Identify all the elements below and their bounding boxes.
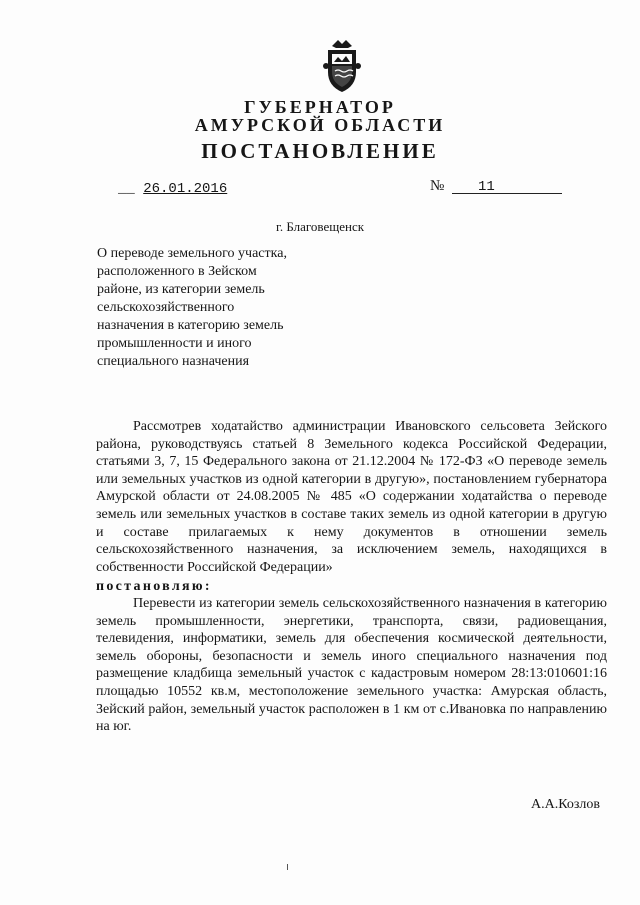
city-line: г. Благовещенск [275, 219, 365, 234]
coat-of-arms-icon [318, 38, 366, 94]
document-title [97, 245, 337, 371]
decision-paragraph: Перевести из категории земель сельскохозяйственного назначения в категорию земель промышленности, энергетики, транспорта, связи, радиовещания, телевидения, информатики, земель для обеспечения космической деятельности, земель обороны, безопасности и земель иного специального назначения под размещение кладбища земельный участок с кадастровым номером 28:13:010601:16 площадью 10552 кв.м, местоположение земельного участка: Амурская область, Зейский район, земельный участок расположен в 1 км от с.Ивановка по направлению на юг. [96, 596, 607, 735]
title-line: О переводе земельного участка, [97, 246, 287, 261]
number-underline [452, 193, 562, 194]
decree-word: постановляю: [96, 579, 212, 594]
title-line: сельскохозяйственного [97, 300, 235, 315]
date-value: 26.01.2016 [143, 181, 228, 197]
document-number: 11 [478, 179, 495, 195]
title-line: промышленности и иного [97, 336, 252, 351]
title-line: назначения в категорию земель [97, 318, 284, 333]
oblast-heading: АМУРСКОЙ ОБЛАСТИ [194, 115, 446, 135]
document-type-heading: ПОСТАНОВЛЕНИЕ [201, 139, 439, 163]
title-line: расположенного в Зейском [97, 264, 257, 279]
title-line: специального назначения [97, 354, 250, 369]
preamble-paragraph: Рассмотрев ходатайство администрации Ивановского сельсовета Зейского района, руководствуясь статьей 8 Земельного кодекса Российской Федерации, статьями 3, 7, 15 Федерального закона от 21.12.2004 № 172-ФЗ «О переводе земель или земельных участков из одной категории в другую», постановлением губернатора Амурской области от 24.08.2005 № 485 «О содержании ходатайства о переводе земель или земельных участков в составе таких земель из одной категории в другую и составе прилагаемых к нему документов в отношении земель сельскохозяйственного назначения, за исключением земель, находящихся в собственности Российской Федерации» [96, 419, 607, 575]
governor-heading: ГУБЕРНАТОР [244, 97, 396, 117]
signatory-name: А.А.Козлов [531, 797, 600, 812]
date-prefix: __ [118, 181, 135, 197]
number-label: № [430, 178, 445, 194]
scan-mark [287, 864, 288, 870]
title-line: районе, из категории земель [97, 282, 265, 297]
document-date [118, 181, 227, 197]
